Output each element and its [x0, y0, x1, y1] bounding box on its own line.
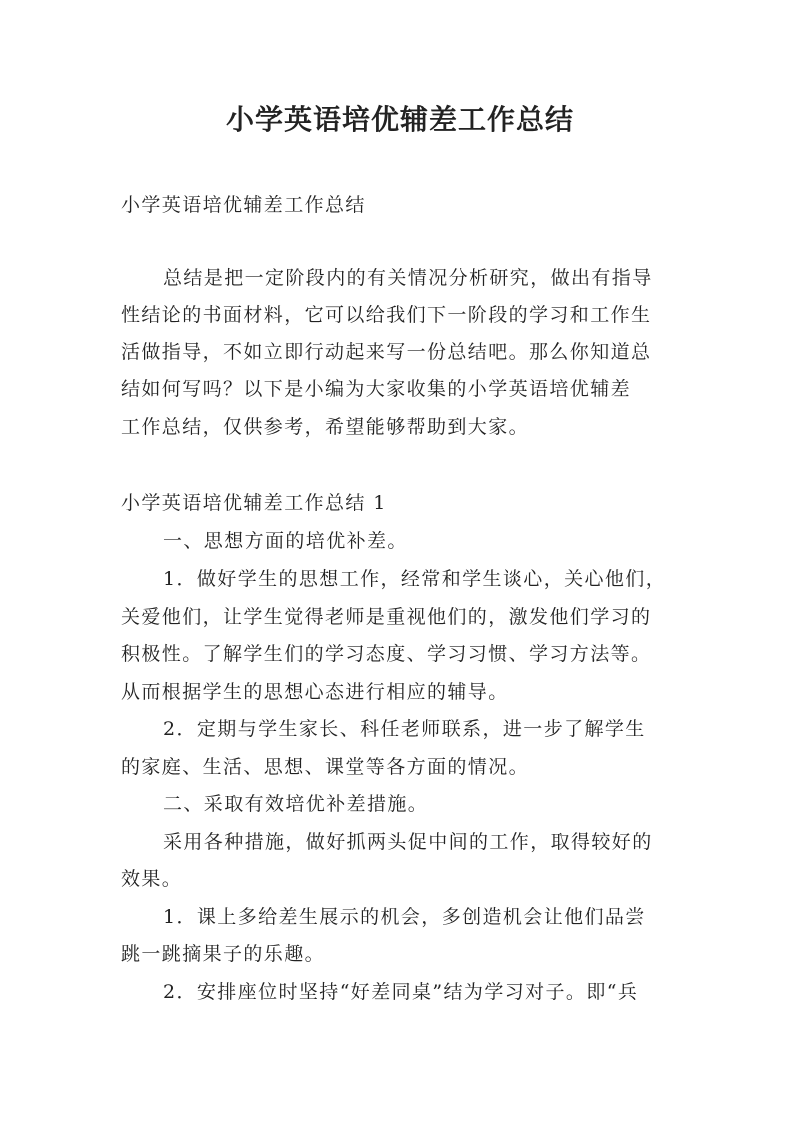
document-subtitle: 小学英语培优辅差工作总结 — [121, 194, 366, 216]
section-line: 2．定期与学生家长、科任老师联系，进一步了解学生 — [163, 718, 646, 740]
section-line: 1．做好学生的思想工作，经常和学生谈心，关心他们， — [163, 568, 667, 590]
intro-line: 工作总结，仅供参考，希望能够帮助到大家。 — [121, 416, 530, 438]
section-line: 的家庭、生活、思想、课堂等各方面的情况。 — [121, 756, 530, 778]
intro-line: 活做指导，不如立即行动起来写一份总结吧。那么你知道总 — [121, 341, 652, 363]
section-line: 一、思想方面的培优补差。 — [163, 530, 408, 552]
intro-line: 性结论的书面材料，它可以给我们下一阶段的学习和工作生 — [121, 304, 652, 326]
intro-line: 总结是把一定阶段内的有关情况分析研究，做出有指导 — [163, 267, 653, 289]
intro-line: 结如何写吗？以下是小编为大家收集的小学英语培优辅差 — [121, 378, 632, 400]
section-line: 跳一跳摘果子的乐趣。 — [121, 943, 326, 965]
section-line: 积极性。了解学生们的学习态度、学习习惯、学习方法等。 — [121, 643, 652, 665]
section-line: 二、采取有效培优补差措施。 — [163, 793, 429, 815]
section-line: 采用各种措施，做好抓两头促中间的工作，取得较好的 — [163, 831, 653, 853]
section-line: 从而根据学生的思想心态进行相应的辅导。 — [121, 681, 509, 703]
section-line: 2．安排座位时坚持“好差同桌”结为学习对子。即“兵 — [163, 981, 639, 1003]
section-line: 关爱他们，让学生觉得老师是重视他们的，激发他们学习的 — [121, 606, 652, 628]
document-title: 小学英语培优辅差工作总结 — [225, 103, 574, 136]
section-line: 1．课上多给差生展示的机会，多创造机会让他们品尝 — [163, 906, 646, 928]
section-line: 效果。 — [121, 868, 183, 890]
section-heading: 小学英语培优辅差工作总结 1 — [121, 492, 387, 514]
